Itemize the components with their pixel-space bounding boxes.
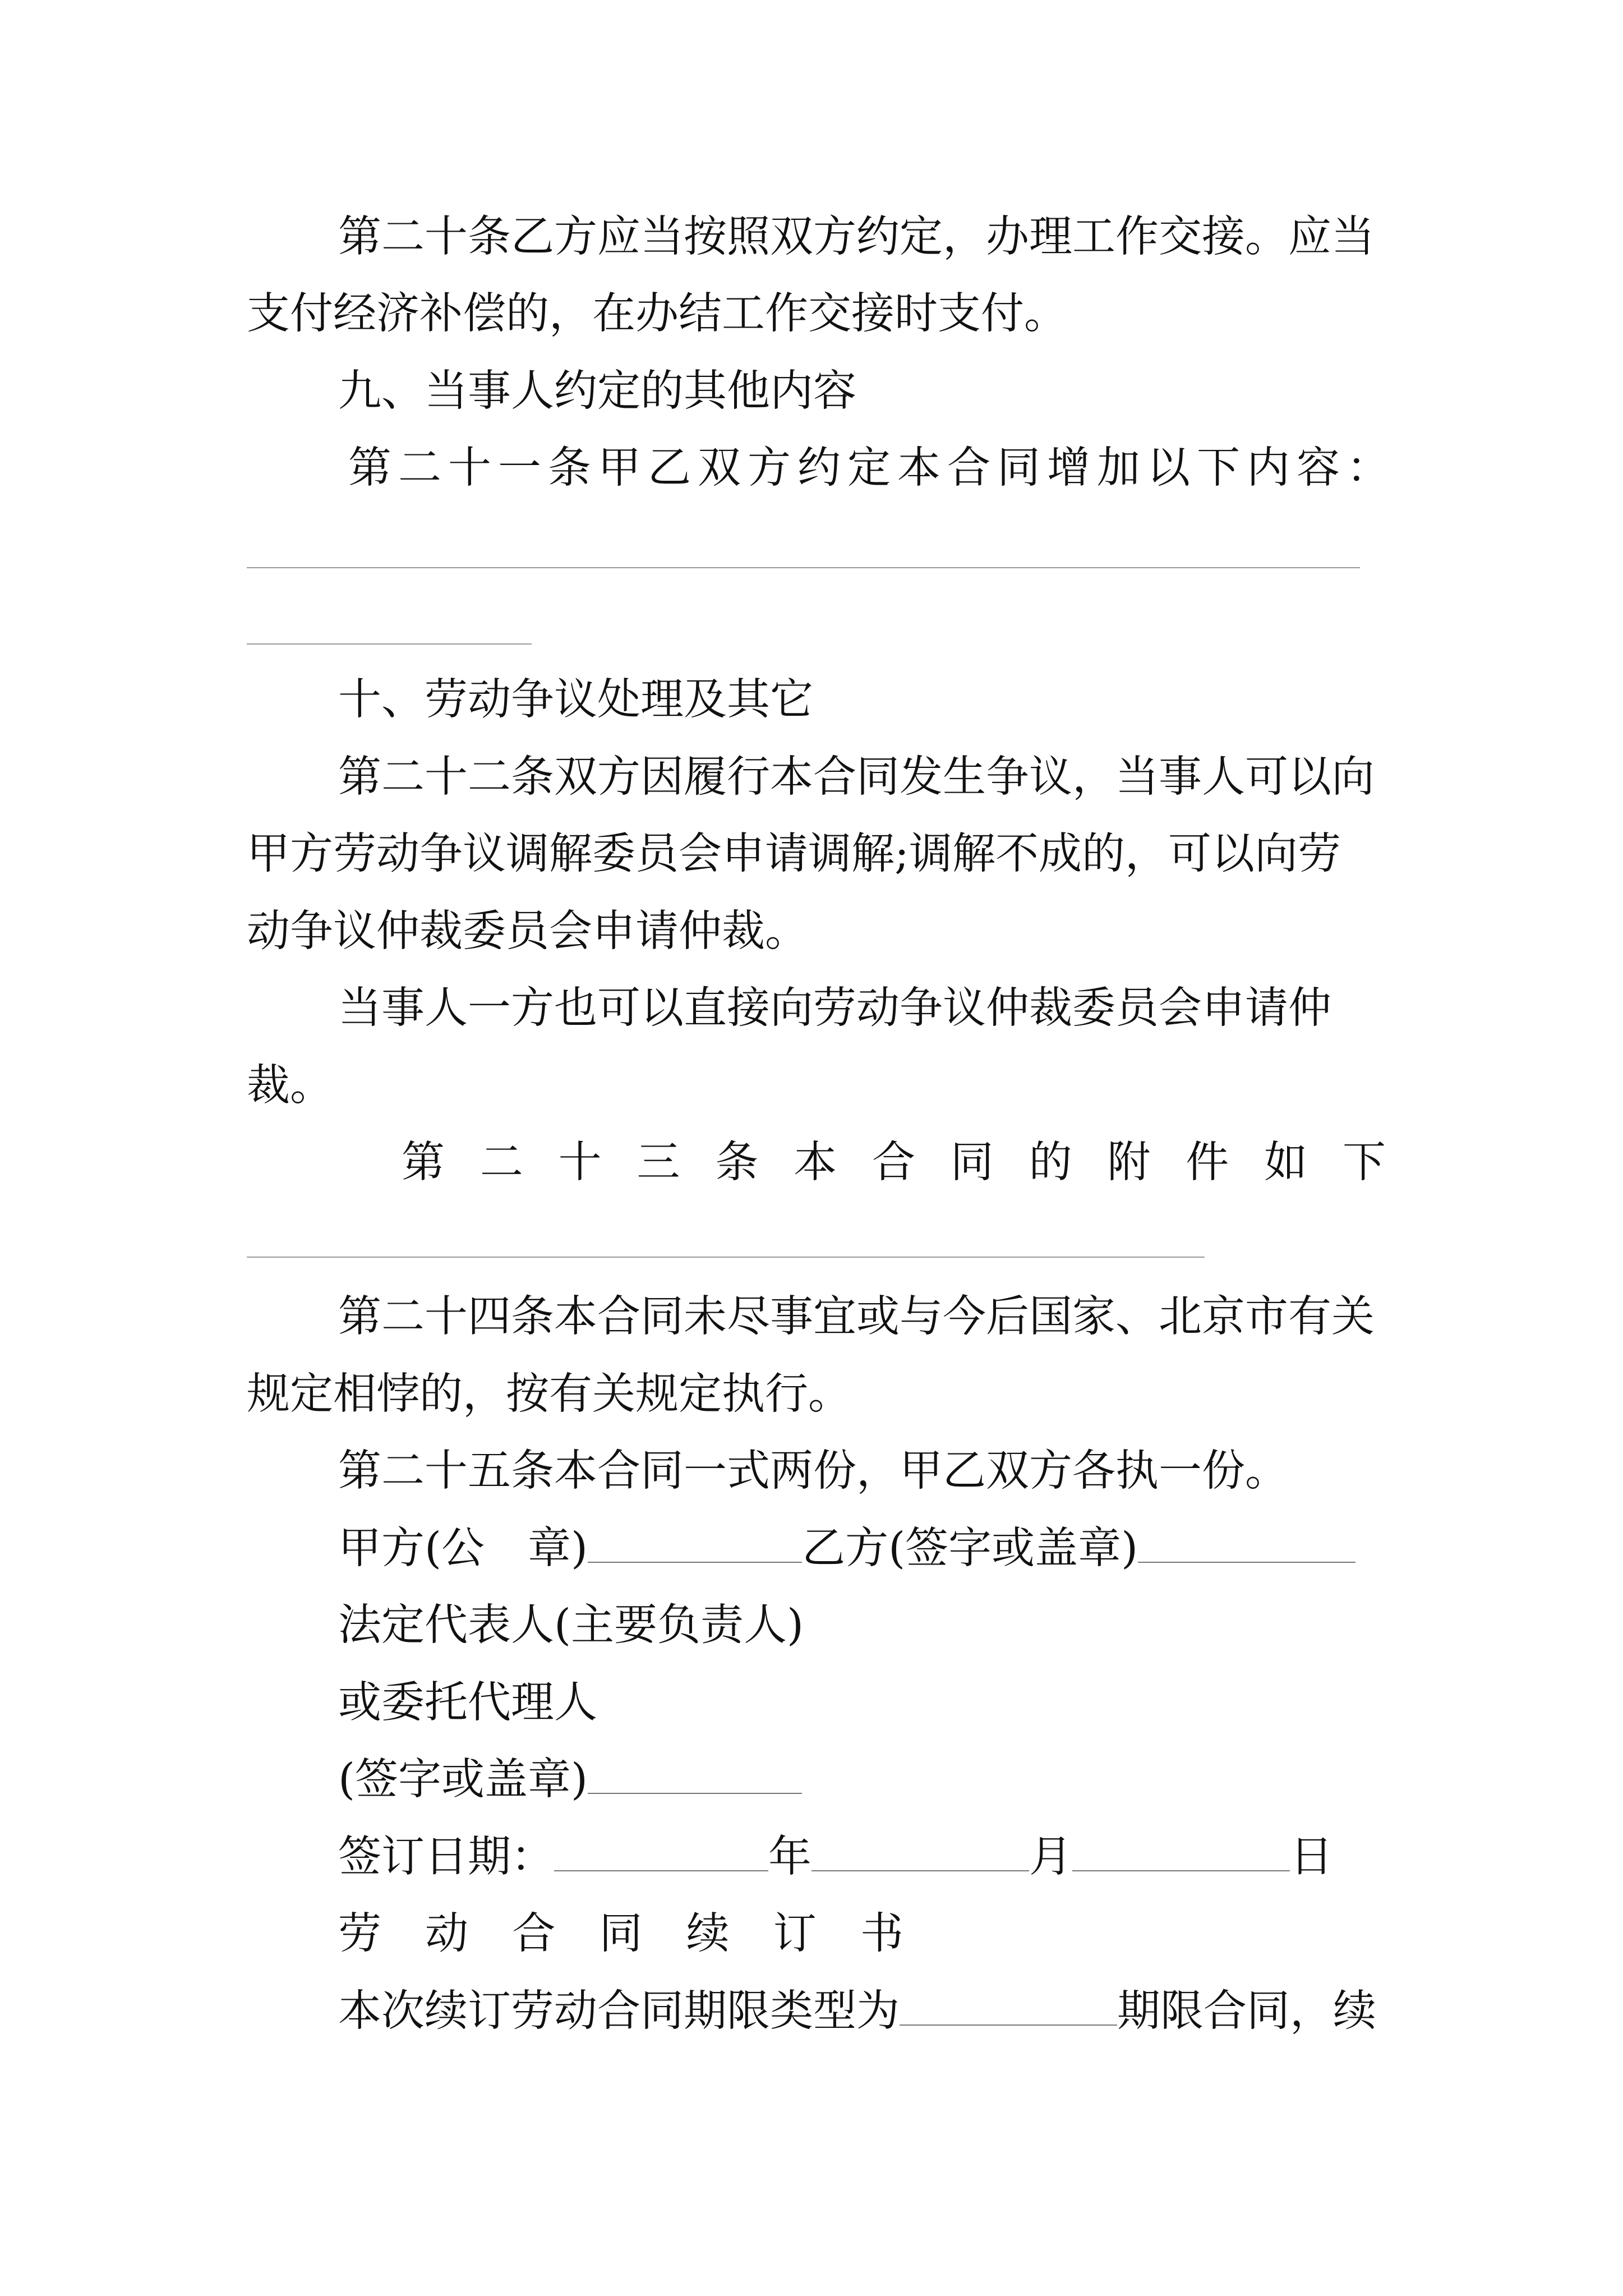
- party-a-blank: [588, 1527, 802, 1563]
- party-signature-line: [338, 1521, 1355, 1577]
- paragraph-line-1: 当事人一方也可以直接向劳动争议仲裁委员会申请仲: [338, 983, 1331, 1033]
- renewal-term-blank: [900, 1990, 1117, 2026]
- article-24-line-2: 规定相悖的，按有关规定执行。: [247, 1369, 851, 1419]
- article-23-char: 第: [402, 1138, 445, 1188]
- sign-seal-label: (签字或盖章): [338, 1755, 588, 1805]
- article-24-line-1: 第二十四条本合同未尽事宜或与今后国家、北京市有关: [338, 1292, 1375, 1342]
- agent-label: 或委托代理人: [338, 1678, 597, 1728]
- article-20-line-2: 支付经济补偿的，在办结工作交接时支付。: [247, 289, 1067, 339]
- blank-line-2: [247, 643, 532, 645]
- day-label: 日: [1290, 1832, 1333, 1882]
- legal-representative-label: 法定代表人(主要负责人): [338, 1600, 804, 1650]
- renewal-title-char: 订: [773, 1909, 817, 1959]
- renewal-title-char: 动: [425, 1909, 469, 1959]
- article-25: 第二十五条本合同一式两份，甲乙双方各执一份。: [338, 1446, 1288, 1496]
- party-b-label: 乙方(签字或盖章): [802, 1524, 1138, 1573]
- section-9-heading: 九、当事人约定的其他内容: [338, 366, 856, 416]
- article-20-line-1: 第二十条乙方应当按照双方约定，办理工作交接。应当: [338, 212, 1375, 262]
- party-a-label: 甲方(公 章): [338, 1524, 588, 1573]
- section-10-heading: 十、劳动争议处理及其它: [338, 675, 813, 725]
- sign-seal-line: [338, 1752, 802, 1808]
- day-blank: [1072, 1835, 1290, 1871]
- year-blank: [554, 1835, 768, 1871]
- renewal-term-line: [338, 1984, 1376, 2040]
- renewal-title-char: 同: [599, 1909, 643, 1959]
- renewal-title-char: 劳: [338, 1909, 381, 1959]
- article-23-char: 件: [1186, 1138, 1229, 1188]
- article-21: 第二十一条甲乙双方约定本合同增加以下内容：: [348, 443, 1396, 493]
- article-23-line: [402, 1135, 1386, 1191]
- article-23-char: 合: [872, 1138, 915, 1188]
- article-23-char: 二: [479, 1138, 523, 1188]
- month-label: 月: [1029, 1832, 1072, 1882]
- article-23-char: 条: [715, 1138, 759, 1188]
- month-blank: [811, 1835, 1029, 1871]
- blank-line-1: [247, 567, 1360, 568]
- renewal-title: [338, 1906, 903, 1962]
- renewal-term-label: 本次续订劳动合同期限类型为: [338, 1986, 900, 2036]
- signing-date-label: 签订日期：: [338, 1832, 554, 1882]
- article-23-char: 同: [950, 1138, 994, 1188]
- renewal-term-suffix: 期限合同，续: [1117, 1986, 1376, 2036]
- article-22-line-3: 动争议仲裁委员会申请仲裁。: [247, 907, 808, 956]
- article-23-char: 本: [794, 1138, 837, 1188]
- signing-date-line: [338, 1829, 1333, 1885]
- year-label: 年: [768, 1832, 811, 1882]
- article-23-char: 下: [1342, 1138, 1386, 1188]
- blank-line-3: [247, 1257, 1205, 1258]
- article-22-line-1: 第二十二条双方因履行本合同发生争议，当事人可以向: [338, 752, 1375, 802]
- paragraph-line-2: 裁。: [247, 1061, 333, 1111]
- article-23-char: 的: [1029, 1138, 1072, 1188]
- renewal-title-char: 合: [512, 1909, 556, 1959]
- article-23-char: 十: [558, 1138, 602, 1188]
- renewal-title-char: 书: [860, 1909, 903, 1959]
- party-b-blank: [1138, 1527, 1355, 1563]
- renewal-title-char: 续: [686, 1909, 730, 1959]
- article-22-line-2: 甲方劳动争议调解委员会申请调解;调解不成的，可以向劳: [247, 829, 1341, 879]
- article-23-char: 如: [1264, 1138, 1308, 1188]
- sign-seal-blank: [588, 1758, 802, 1794]
- article-23-char: 三: [637, 1138, 680, 1188]
- article-23-char: 附: [1107, 1138, 1151, 1188]
